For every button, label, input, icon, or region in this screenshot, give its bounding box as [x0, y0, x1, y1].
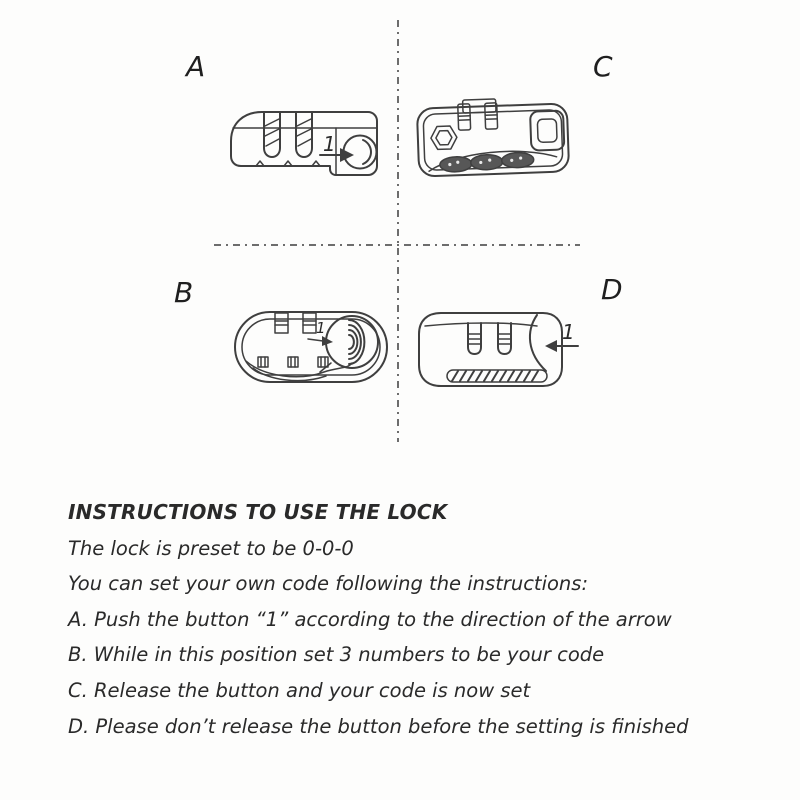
end-button-curve [530, 315, 546, 371]
foot-ticks [261, 357, 265, 367]
dial [471, 154, 504, 170]
button-number-label: 1 [316, 319, 326, 337]
button-number-label: 1 [562, 320, 575, 344]
button-spring-arcs [349, 320, 364, 364]
foot-ticks [321, 357, 325, 367]
lock-diagram-b [235, 312, 387, 382]
button-recess-inner [537, 119, 557, 143]
slot-bands [499, 334, 510, 344]
instruction-line-step-a: A. Push the button “1” according to the direction of the arrow [68, 607, 672, 631]
strip-hatch [452, 371, 538, 381]
slot-bands [275, 321, 288, 325]
lock-diagram-a [231, 112, 377, 175]
arrow-head-icon [322, 336, 333, 346]
arrow-head-icon [340, 148, 354, 162]
panel-c-label: C [593, 50, 613, 83]
panel-d-label: D [601, 273, 623, 306]
brand-hexagon-icon [430, 126, 457, 150]
dial-feet [258, 357, 328, 367]
lock-diagram-d [419, 313, 578, 386]
dial-slot [303, 313, 316, 333]
instruction-line-step-d: D. Please don’t release the button before the setting is finished [68, 714, 689, 738]
dial-foot [288, 357, 298, 367]
foot-ticks [291, 357, 295, 367]
instruction-line-step-b: B. While in this position set 3 numbers to be your code [68, 643, 605, 667]
dial-stripes [265, 119, 279, 146]
button-number-label: 1 [323, 132, 336, 156]
slot-bands [469, 334, 480, 344]
dial [501, 152, 534, 168]
dial-wheels [440, 152, 535, 172]
post-bands [458, 115, 497, 120]
button-rim [326, 316, 378, 368]
slot-bands [303, 321, 316, 325]
instruction-line-preset: The lock is preset to be 0-0-0 [68, 536, 354, 560]
dial-stripes [297, 119, 311, 146]
dial-slot [275, 313, 288, 333]
lock-diagram-c [417, 96, 570, 176]
button-recess-outer [530, 111, 564, 151]
dial-foot [258, 357, 268, 367]
panel-a-label: A [186, 50, 206, 83]
arrow-line [308, 339, 323, 341]
dial-foot [318, 357, 328, 367]
panel-b-label: B [174, 276, 194, 309]
instruction-line-step-c: C. Release the button and your code is now set [68, 678, 531, 702]
dial [440, 156, 473, 172]
instructions-title: INSTRUCTIONS TO USE THE LOCK [68, 500, 448, 524]
instruction-line-intro: You can set your own code following the instructions: [68, 572, 589, 596]
button-shade-arc [363, 140, 371, 164]
instructions-block [68, 495, 758, 744]
brand-hexagon-inner [436, 130, 452, 145]
